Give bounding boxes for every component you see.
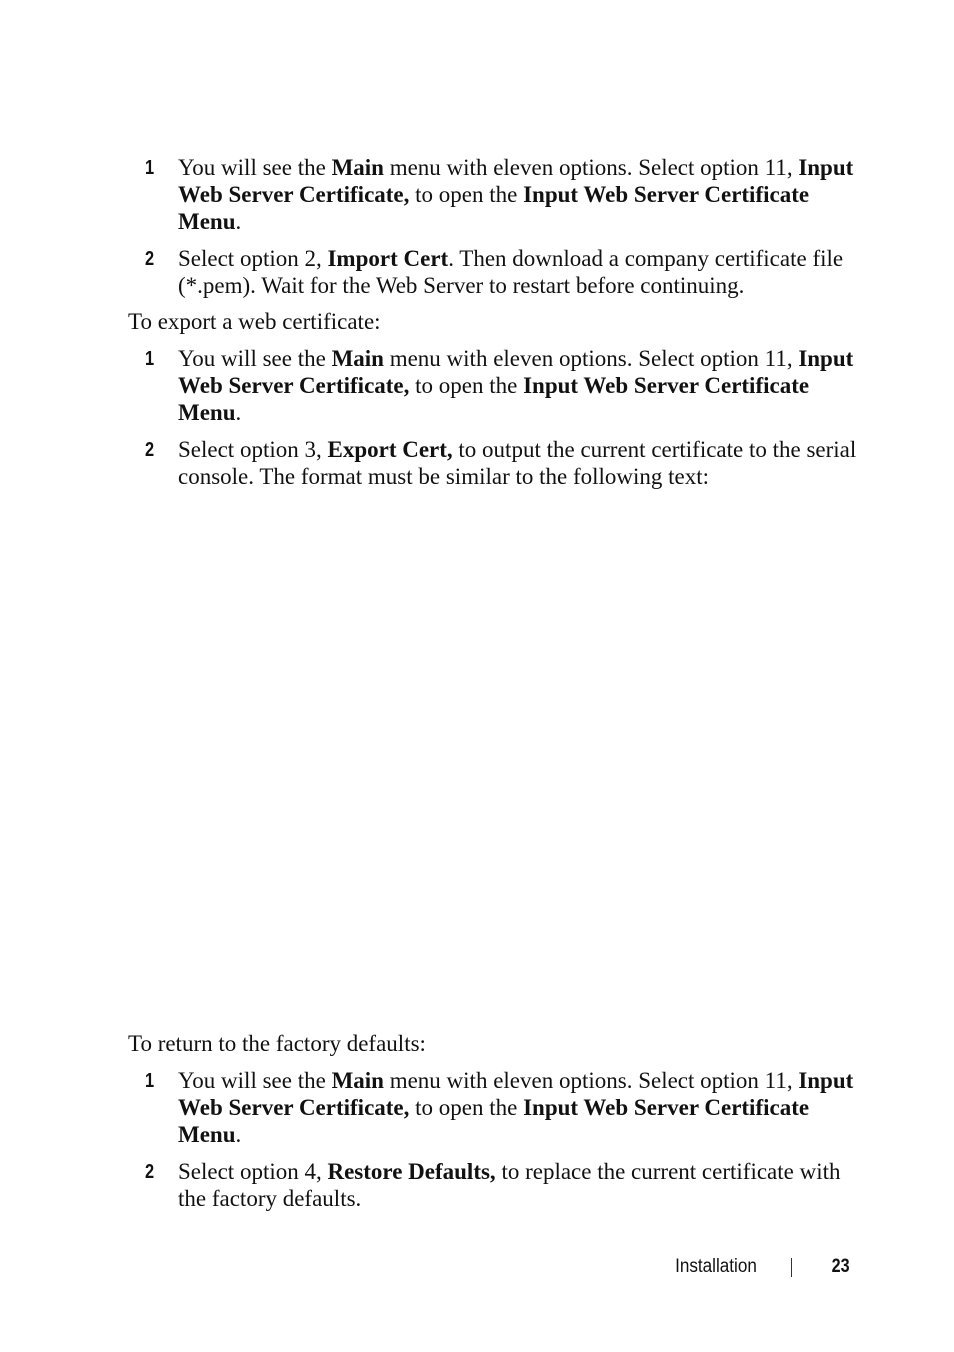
import-steps xyxy=(128,154,858,309)
step-number: 1 xyxy=(145,157,155,179)
footer-divider xyxy=(791,1258,792,1277)
menu-name: Input Web Server Certificate Menu xyxy=(178,182,810,234)
option-name: Input Web Server Certificate, xyxy=(178,1068,854,1120)
option-name: Import Cert xyxy=(327,246,449,271)
footer-section-title: Installation xyxy=(675,1256,757,1277)
step-number: 1 xyxy=(145,1070,155,1092)
page-number: 23 xyxy=(831,1256,850,1277)
menu-name: Main xyxy=(331,346,384,371)
page-footer xyxy=(666,1256,851,1278)
menu-name: Main xyxy=(331,1068,384,1093)
export-intro: To export a web certificate: xyxy=(128,309,381,334)
option-name: Restore Defaults, xyxy=(327,1159,496,1184)
menu-name: Input Web Server Certificate Menu xyxy=(178,373,810,425)
step-number: 1 xyxy=(145,348,155,370)
restore-intro: To return to the factory defaults: xyxy=(128,1031,426,1056)
menu-name: Main xyxy=(331,155,384,180)
step-number: 2 xyxy=(145,248,155,270)
option-name: Input Web Server Certificate, xyxy=(178,155,854,207)
step-item: 1 You will see the Main menu with eleven options. Select option 11, Input Web Server Certificate, to open the Input Web Server Certificate Menu. xyxy=(145,346,854,425)
step-item: 1 You will see the Main menu with eleven options. Select option 11, Input Web Server Certificate, to open the Input Web Server Certificate Menu. xyxy=(145,155,854,234)
step-item: 2 Select option 2, Import Cert. Then download a company certificate file (*.pem). Wait for the Web Server to restart before continuing. xyxy=(145,246,844,298)
option-name: Input Web Server Certificate, xyxy=(178,346,854,398)
export-section xyxy=(128,308,858,500)
menu-name: Input Web Server Certificate Menu xyxy=(178,1095,810,1147)
option-name: Export Cert, xyxy=(327,437,453,462)
step-number: 2 xyxy=(145,439,155,461)
restore-section xyxy=(128,1030,858,1222)
step-item: 2 Select option 4, Restore Defaults, to replace the current certificate with the factory defaults. xyxy=(145,1159,841,1211)
step-item: 1 You will see the Main menu with eleven options. Select option 11, Input Web Server Certificate, to open the Input Web Server Certificate Menu. xyxy=(145,1068,854,1147)
step-number: 2 xyxy=(145,1161,155,1183)
step-item: 2 Select option 3, Export Cert, to output the current certificate to the serial console. The format must be similar to the following text: xyxy=(145,437,857,489)
